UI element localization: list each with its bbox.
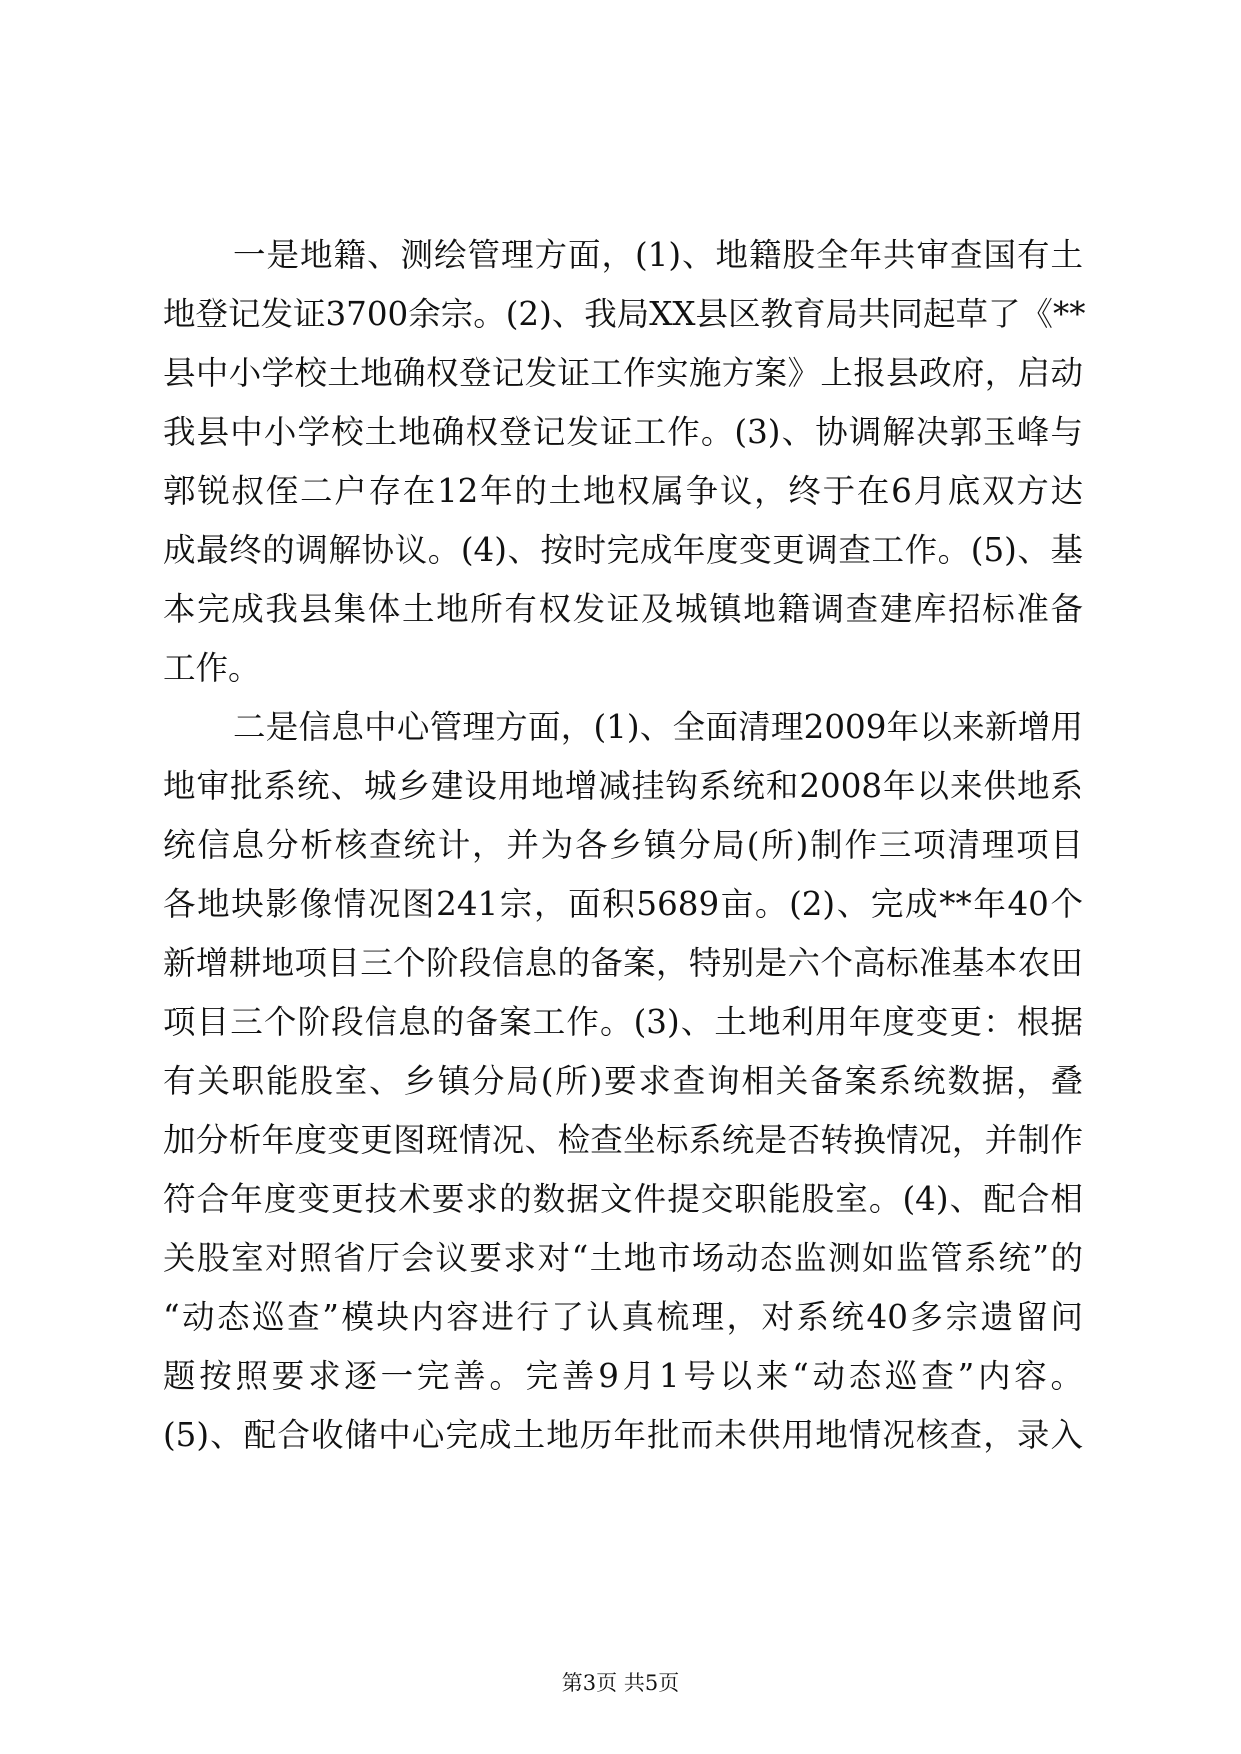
text-line: 二是信息中心管理方面，(1)、全面清理2009年以来新增用 bbox=[233, 708, 1083, 746]
text-line: 题按照要求逐一完善。完善9月1号以来“动态巡查”内容。 bbox=[163, 1357, 1083, 1395]
text-line: 县中小学校土地确权登记发证工作实施方案》上报县政府，启动 bbox=[163, 354, 1083, 392]
text-line: 项目三个阶段信息的备案工作。(3)、土地利用年度变更：根据 bbox=[163, 1003, 1083, 1041]
paragraph-information-center bbox=[163, 698, 1083, 1465]
text-line: 本完成我县集体土地所有权发证及城镇地籍调查建库招标准备 bbox=[163, 590, 1083, 628]
text-line: 各地块影像情况图241宗，面积5689亩。(2)、完成**年40个 bbox=[163, 885, 1083, 923]
text-line: 地审批系统、城乡建设用地增减挂钩系统和2008年以来供地系 bbox=[163, 767, 1083, 805]
text-line: 符合年度变更技术要求的数据文件提交职能股室。(4)、配合相 bbox=[163, 1180, 1083, 1218]
text-line: (5)、配合收储中心完成土地历年批而未供用地情况核查，录入 bbox=[163, 1416, 1083, 1454]
text-line: 地登记发证3700余宗。(2)、我局XX县区教育局共同起草了《** bbox=[163, 295, 1086, 333]
text-line: “动态巡查”模块内容进行了认真梳理，对系统40多宗遗留问 bbox=[163, 1298, 1083, 1336]
page-number-footer: 第3页 共5页 bbox=[561, 1671, 680, 1695]
paragraph-land-registry bbox=[163, 226, 1086, 698]
text-line: 工作。 bbox=[163, 649, 261, 687]
text-line: 成最终的调解协议。(4)、按时完成年度变更调查工作。(5)、基 bbox=[163, 531, 1083, 569]
text-line: 加分析年度变更图斑情况、检查坐标系统是否转换情况，并制作 bbox=[163, 1121, 1083, 1159]
text-line: 新增耕地项目三个阶段信息的备案，特别是六个高标准基本农田 bbox=[163, 944, 1083, 982]
text-line: 有关职能股室、乡镇分局(所)要求查询相关备案系统数据，叠 bbox=[163, 1062, 1083, 1100]
text-line: 郭锐叔侄二户存在12年的土地权属争议，终于在6月底双方达 bbox=[163, 472, 1083, 510]
text-line: 一是地籍、测绘管理方面，(1)、地籍股全年共审查国有土 bbox=[233, 236, 1083, 274]
text-line: 我县中小学校土地确权登记发证工作。(3)、协调解决郭玉峰与 bbox=[163, 413, 1083, 451]
text-line: 关股室对照省厅会议要求对“土地市场动态监测如监管系统”的 bbox=[163, 1239, 1083, 1277]
text-line: 统信息分析核查统计，并为各乡镇分局(所)制作三项清理项目 bbox=[163, 826, 1083, 864]
document-body bbox=[163, 226, 1086, 1465]
